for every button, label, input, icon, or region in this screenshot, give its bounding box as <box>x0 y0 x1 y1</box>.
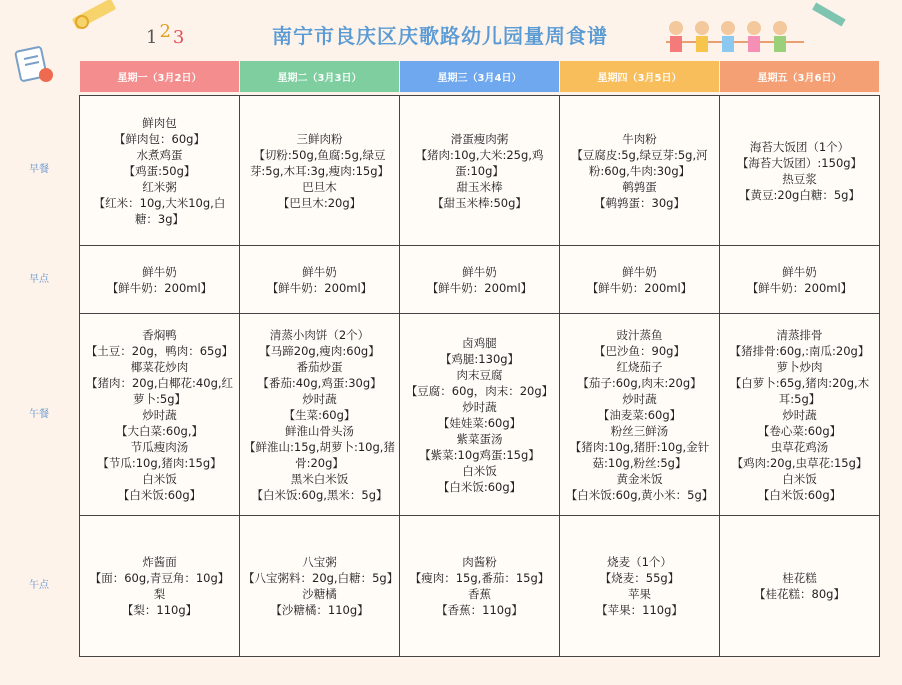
dish-ingredients: 【瘦肉：15g,番茄：15g】 <box>409 571 550 585</box>
dish-name: 紫菜蛋汤 <box>456 431 503 446</box>
dish-ingredients: 【猪排骨:60g,:南瓜:20g】 <box>729 343 870 358</box>
dish-name: 热豆浆 <box>782 171 817 186</box>
dish-name: 番茄炒蛋 <box>296 359 343 374</box>
menu-cell <box>400 516 560 657</box>
dish-ingredients: 【桂花糕：80g】 <box>754 587 845 601</box>
dish-name: 白米饭 <box>782 471 817 486</box>
dish-ingredients: 【节瓜:10g,猪肉:15g】 <box>97 455 222 470</box>
dish-ingredients: 【茄子:60g,肉末:20g】 <box>577 375 702 390</box>
dish-ingredients: 【沙糖橘：110g】 <box>270 603 369 617</box>
dish-ingredients: 【豆腐：60g，肉末：20g】 <box>405 383 554 398</box>
dish-name: 炒时蔬 <box>462 399 497 414</box>
dish-name: 香蕉 <box>468 587 491 601</box>
dish-name: 烧麦（1个） <box>607 555 672 569</box>
dish-name: 三鲜肉粉 <box>296 131 343 146</box>
dish-name: 炒时蔬 <box>142 407 177 422</box>
menu-cell <box>720 516 880 657</box>
menu-cell <box>240 516 400 657</box>
dish-ingredients: 【鲜肉包：60g】 <box>114 131 205 146</box>
dish-name: 白米饭 <box>462 463 497 478</box>
menu-cell <box>240 314 400 516</box>
clipboard-icon <box>12 45 56 85</box>
menu-cell <box>720 96 880 246</box>
dish-ingredients: 【土豆：20g，鸭肉：65g】 <box>85 343 234 358</box>
dish-ingredients: 【卷心菜:60g】 <box>757 423 842 438</box>
menu-cell <box>400 314 560 516</box>
weekly-menu-table <box>79 60 880 657</box>
dish-ingredients: 【白米饭:60g】 <box>117 487 202 502</box>
dish-name: 鲜牛奶 <box>302 264 337 279</box>
dish-ingredients: 【甜玉米棒:50g】 <box>432 195 527 210</box>
day-header-fri: 星期五（3月6日） <box>720 61 880 93</box>
dish-ingredients: 【娃娃菜:60g】 <box>437 415 522 430</box>
dish-ingredients: 【豆腐皮:5g,绿豆芽:5g,河粉:60g,牛肉:30g】 <box>571 147 708 178</box>
dish-name: 清蒸排骨 <box>776 327 823 342</box>
dish-name: 黄金米饭 <box>616 471 663 486</box>
dish-name: 桂花糕 <box>782 571 817 585</box>
day-header-wed: 星期三（3月4日） <box>400 61 560 93</box>
dish-name: 清蒸小肉饼（2个） <box>269 327 370 342</box>
meal-label-morning-snack: 早点 <box>29 274 49 285</box>
row-afternoon-snack <box>80 516 880 657</box>
dish-ingredients: 【白米饭:60g】 <box>437 479 522 494</box>
dish-ingredients: 【海苔大饭团）:150g】 <box>736 155 863 170</box>
dish-name: 豉汁蒸鱼 <box>616 327 663 342</box>
menu-cell <box>560 96 720 246</box>
dish-name: 鲜牛奶 <box>782 264 817 279</box>
row-lunch <box>80 314 880 516</box>
dish-name: 苹果 <box>628 587 651 601</box>
menu-cell <box>400 96 560 246</box>
dish-name: 海苔大饭团（1个） <box>749 139 850 154</box>
dish-ingredients: 【大白菜:60g,】 <box>116 423 203 438</box>
meal-label-afternoon-snack: 午点 <box>29 580 49 591</box>
menu-cell <box>80 314 240 516</box>
dish-ingredients: 【鲜牛奶：200ml】 <box>746 280 853 295</box>
dish-ingredients: 【八宝粥料：20g,白糖：5g】 <box>243 571 399 585</box>
dish-name: 鲜牛奶 <box>622 264 657 279</box>
dish-name: 梨 <box>153 587 166 601</box>
dish-ingredients: 【鲜牛奶：200ml】 <box>586 280 693 295</box>
dish-ingredients: 【油麦菜:60g】 <box>597 407 682 422</box>
menu-cell <box>720 246 880 314</box>
dish-name: 炒时蔬 <box>302 391 337 406</box>
dish-name: 肉末豆腐 <box>456 367 503 382</box>
dish-ingredients: 【马蹄20g,瘦肉:60g】 <box>259 343 380 358</box>
dish-ingredients: 【紫菜:10g鸡蛋:15g】 <box>419 447 540 462</box>
dish-ingredients: 【苹果：110g】 <box>596 603 683 617</box>
meal-label-lunch: 午餐 <box>29 409 49 420</box>
dish-ingredients: 【鲜牛奶：200ml】 <box>266 280 373 295</box>
dish-name: 鲜牛奶 <box>462 264 497 279</box>
dish-name: 鲜牛奶 <box>142 264 177 279</box>
day-header-tue: 星期二（3月3日） <box>240 61 400 93</box>
menu-cell <box>400 246 560 314</box>
dish-name: 水煮鸡蛋 <box>136 147 183 162</box>
dish-name: 肉酱粉 <box>462 555 497 569</box>
dish-name: 节瓜瘦肉汤 <box>130 439 189 454</box>
dish-ingredients: 【红米：10g,大米10g,白糖：3g】 <box>93 195 226 226</box>
day-header-thu: 星期四（3月5日） <box>560 61 720 93</box>
dish-ingredients: 【巴旦木:20g】 <box>277 195 362 210</box>
dish-ingredients: 【番茄:40g,鸡蛋:30g】 <box>257 375 382 390</box>
dish-name: 牛肉粉 <box>622 131 657 146</box>
row-breakfast <box>80 96 880 246</box>
dish-name: 鹌鹑蛋 <box>622 179 657 194</box>
dish-ingredients: 【猪肉：20g,白椰花:40g,红萝卜:5g】 <box>85 375 234 406</box>
dish-name: 滑蛋瘦肉粥 <box>450 131 509 146</box>
dish-ingredients: 【白萝卜:65g,猪肉:20g,木耳:5g】 <box>729 375 870 406</box>
dish-name: 红米粥 <box>142 179 177 194</box>
menu-cell <box>80 96 240 246</box>
dish-name: 鲜淮山骨头汤 <box>285 423 354 438</box>
dish-ingredients: 【黄豆:20g白糖：5g】 <box>739 187 860 202</box>
dish-ingredients: 【鲜淮山:15g,胡萝卜:10g,猪骨:20g】 <box>244 439 395 470</box>
numbers-decoration: 1 2 3 <box>146 21 185 48</box>
menu-cell <box>560 246 720 314</box>
menu-cell <box>240 96 400 246</box>
dish-ingredients: 【鲜牛奶：200ml】 <box>106 280 213 295</box>
dish-name: 椰菜花炒肉 <box>130 359 189 374</box>
dish-name: 炸酱面 <box>142 555 177 569</box>
menu-cell <box>560 516 720 657</box>
dish-ingredients: 【生菜:60g】 <box>283 407 356 422</box>
dish-ingredients: 【面：60g,青豆角：10g】 <box>89 571 230 585</box>
dish-name: 炒时蔬 <box>782 407 817 422</box>
dish-ingredients: 【猪肉:10g,大米:25g,鸡蛋:10g】 <box>415 147 544 178</box>
dish-ingredients: 【鸡肉:20g,虫草花:15g】 <box>731 455 868 470</box>
dish-name: 卤鸡腿 <box>462 335 497 350</box>
menu-cell <box>720 314 880 516</box>
menu-cell <box>80 246 240 314</box>
dish-name: 炒时蔬 <box>622 391 657 406</box>
dish-name: 粉丝三鲜汤 <box>610 423 669 438</box>
dish-name: 红烧茄子 <box>616 359 663 374</box>
dish-name: 巴旦木 <box>302 179 337 194</box>
menu-cell <box>240 246 400 314</box>
dish-name: 虫草花鸡汤 <box>770 439 829 454</box>
day-header-mon: 星期一（3月2日） <box>80 61 240 93</box>
dish-name: 萝卜炒肉 <box>776 359 823 374</box>
dish-name: 沙糖橘 <box>302 587 337 601</box>
dish-ingredients: 【猪肉:10g,猪肝:10g,金针菇:10g,粉丝:5g】 <box>569 439 710 470</box>
dish-ingredients: 【切粉:50g,鱼腐:5g,绿豆芽:5g,木耳:3g,瘦肉:15g】 <box>249 147 390 178</box>
dish-ingredients: 【白米饭:60g,黑米：5g】 <box>251 487 388 502</box>
dish-name: 甜玉米棒 <box>456 179 503 194</box>
dish-ingredients: 【鲜牛奶：200ml】 <box>426 280 533 295</box>
menu-cell <box>560 314 720 516</box>
dish-name: 鲜肉包 <box>142 115 177 130</box>
dish-ingredients: 【鸡腿:130g】 <box>439 351 520 366</box>
dish-name: 八宝粥 <box>302 555 337 569</box>
dish-name: 香焖鸭 <box>142 327 177 342</box>
dish-name: 白米饭 <box>142 471 177 486</box>
dish-ingredients: 【梨：110g】 <box>121 603 198 617</box>
dish-ingredients: 【鸡蛋:50g】 <box>123 163 196 178</box>
meal-label-breakfast: 早餐 <box>29 164 49 175</box>
dish-ingredients: 【白米饭:60g,黄小米：5g】 <box>565 487 714 502</box>
dish-ingredients: 【烧麦：55g】 <box>599 571 680 585</box>
menu-cell <box>80 516 240 657</box>
row-morning-snack <box>80 246 880 314</box>
page-title: 南宁市良庆区庆歌路幼儿园量周食谱 <box>272 24 608 48</box>
dish-ingredients: 【白米饭:60g】 <box>757 487 842 502</box>
dish-ingredients: 【鹌鹑蛋：30g】 <box>594 195 685 210</box>
dish-ingredients: 【香蕉：110g】 <box>436 603 523 617</box>
dish-name: 黑米白米饭 <box>290 471 349 486</box>
dish-ingredients: 【巴沙鱼：90g】 <box>594 343 685 358</box>
